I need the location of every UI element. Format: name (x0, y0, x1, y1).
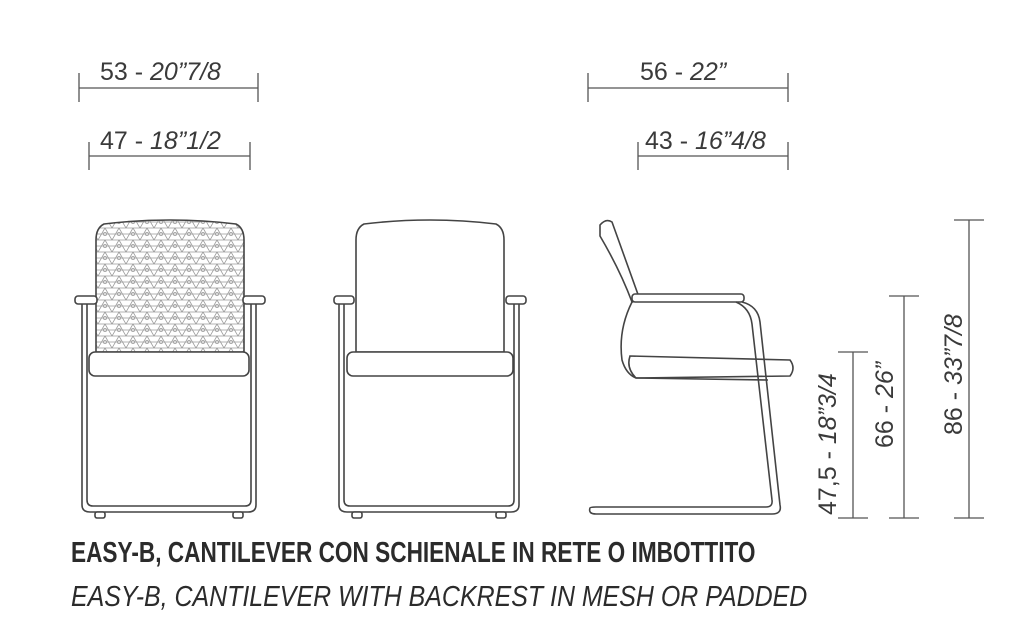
dim-overall-height (940, 220, 984, 518)
svg-text:56 - 22”: 56 - 22” (640, 58, 727, 86)
svg-text:53 - 20”7/8: 53 - 20”7/8 (100, 58, 221, 86)
svg-text:66 - 26”: 66 - 26” (871, 361, 899, 448)
svg-text:47,5 - 18”3/4: 47,5 - 18”3/4 (814, 373, 842, 515)
svg-text:43 - 16”4/8: 43 - 16”4/8 (645, 127, 766, 155)
chair-front-padded (334, 220, 526, 518)
dim-front-seat-width (89, 127, 250, 170)
svg-text:47 - 18”1/2: 47 - 18”1/2 (100, 127, 221, 155)
chair-front-mesh (75, 220, 265, 518)
caption-title-italian: EASY-B, CANTILEVER CON SCHIENALE IN RETE O IMBOTTITO (71, 537, 756, 569)
caption-title-english: EASY-B, CANTILEVER WITH BACKREST IN MESH OR PADDED (71, 581, 808, 613)
svg-text:86 - 33”7/8: 86 - 33”7/8 (940, 314, 968, 435)
dim-front-overall-width (79, 58, 258, 102)
dim-side-seat-depth (638, 127, 788, 170)
dim-armrest-height (871, 296, 919, 518)
chair-side-view (590, 221, 793, 514)
dim-side-overall-depth (588, 58, 788, 102)
dim-seat-height (814, 352, 868, 518)
